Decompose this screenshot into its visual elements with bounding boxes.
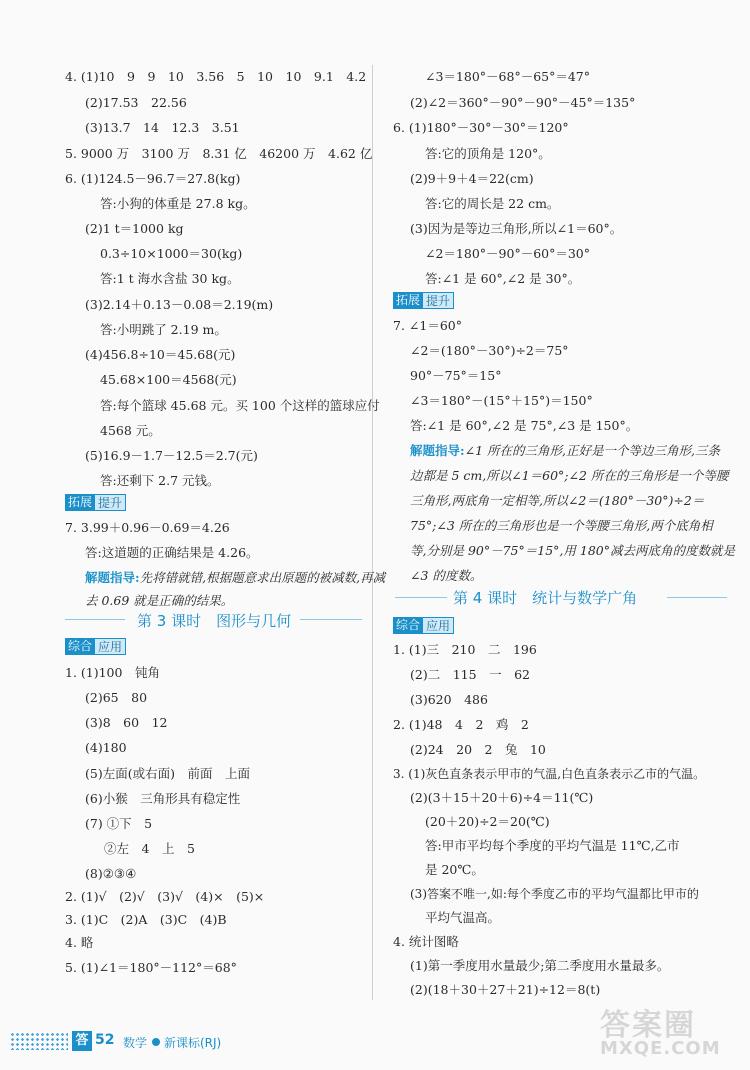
site-watermark-logo [600,1000,740,1060]
answer-line: 答:∠1 是 60°,∠2 是 75°,∠3 是 150°。 [410,418,639,433]
answer-line: (2)24 20 2 兔 10 [410,742,546,757]
title-rule [300,619,362,620]
answer-line: 1. (1)100 钝角 [65,665,160,680]
watermark-url: MXQE.COM [600,1038,721,1059]
answer-line: (3)2.14＋0.13－0.08＝2.19(m) [85,297,274,312]
answer-line: 4. 统计图略 [393,934,459,949]
answer-line: 答:小狗的体重是 27.8 kg。 [100,196,256,211]
hint-text: 边都是 5 cm,所以∠1＝60°;∠2 所在的三角形是一个等腰 [410,468,729,483]
hint-label: 解题指导: [85,570,140,585]
answer-line: 答:它的顶角是 120°。 [425,146,551,161]
answer-line: (20＋20)÷2＝20(℃) [425,814,550,829]
hint-text: 先将错就错,根据题意求出原题的被减数,再减 [139,570,386,585]
answer-line: (3)答案不唯一,如:每个季度乙市的平均气温都比甲市的 [410,887,699,901]
answer-line: 答:小明跳了 2.19 m。 [100,322,227,337]
dot-pattern-decoration [10,1032,68,1050]
answer-line: (4)456.8÷10＝45.68(元) [85,347,236,362]
answer-line: 7. ∠1＝60° [393,318,462,333]
answer-line: ∠3＝180°－68°－65°＝47° [425,69,591,84]
answer-badge: 答 [72,1031,92,1051]
page-footer [0,1030,375,1052]
answer-line: 7. 3.99＋0.96－0.69＝4.26 [65,520,230,535]
answer-line: (2)9＋9＋4＝22(cm) [410,171,534,186]
title-rule [395,597,447,598]
answer-line: 答:甲市平均每个季度的平均气温是 11℃,乙市 [425,838,680,853]
section-title: 第 4 课时 统计与数学广角 [453,589,638,607]
answer-line: ∠3＝180°－(15°＋15°)＝150° [410,393,593,408]
answer-line: 1. (1)三 210 二 196 [393,642,537,657]
answer-line: 3. (1)C (2)A (3)C (4)B [65,912,227,927]
subject-label: 数学 [123,1036,148,1050]
answer-line: (2)65 80 [85,690,148,705]
answer-line: 4. (1)10 9 9 10 3.56 5 10 10 9.1 4.2 [65,69,367,84]
answer-line: 答:这道题的正确结果是 4.26。 [85,545,259,560]
hint-text: 75°;∠3 所在的三角形也是一个等腰三角形,两个底角相 [410,518,713,533]
answer-line: 平均气温高。 [425,910,501,925]
watermark-text: 答案圈 [600,1008,696,1043]
answer-line: 90°－75°＝15° [410,368,502,383]
hint-block [85,570,385,586]
hint-text: 三角形,两底角一定相等,所以∠2＝(180°－30°)÷2＝ [410,493,705,508]
title-rule [667,597,727,598]
answer-line: (5)左面(或右面) 前面 上面 [85,766,250,781]
section-tag-comprehensive: 综合 应用 [393,617,454,634]
answer-line: (4)180 [85,740,127,755]
answer-line: 6. (1)180°－30°－30°＝120° [393,120,569,135]
answer-line: (2)17.53 22.56 [85,95,187,110]
answer-line: (6)小猴 三角形具有稳定性 [85,791,241,806]
answer-line: 答:∠1 是 60°,∠2 是 30°。 [425,271,581,286]
page-number: 52 [95,1032,115,1048]
answer-line: 5. 9000 万 3100 万 8.31 亿 46200 万 4.62 亿 [65,146,373,161]
answer-line: ∠2＝(180°－30°)÷2＝75° [410,343,569,358]
answer-line: (2)(18＋30＋27＋21)÷12＝8(t) [410,982,601,997]
hint-text: ∠3 的度数。 [410,568,483,583]
section-tag-comprehensive: 综合 应用 [65,638,126,655]
column-divider [372,65,373,1000]
edition-label: 新课标(RJ) [164,1036,222,1050]
answer-line: 45.68×100＝4568(元) [100,372,237,387]
answer-line: (3)13.7 14 12.3 3.51 [85,120,240,135]
answer-line: 0.3÷10×1000＝30(kg) [100,246,243,261]
hint-block [410,443,720,459]
answer-line: 答:每个篮球 45.68 元。买 100 个这样的篮球应付 [100,398,380,413]
answer-line: (1)第一季度用水量最少;第二季度用水量最多。 [410,958,670,973]
answer-line: (2)二 115 一 62 [410,667,530,682]
hint-text: ∠1 所在的三角形,正好是一个等边三角形,三条 [464,443,720,458]
answer-line: (2)∠2＝360°－90°－90°－45°＝135° [410,95,636,110]
answer-line: ∠2＝180°－90°－60°＝30° [425,246,591,261]
hint-label: 解题指导: [410,443,465,458]
answer-line: (7) ①下 5 [85,816,153,831]
section-tag-extension: 拓展 提升 [393,292,454,309]
answer-line: (3)620 486 [410,692,488,707]
answer-line: 3. (1)灰色直条表示甲市的气温,白色直条表示乙市的气温。 [393,767,706,781]
answer-line: 4568 元。 [100,423,161,438]
title-rule [65,619,125,620]
answer-line: (8)②③④ [85,866,137,881]
answer-line: (2)(3＋15＋20＋6)÷4＝11(℃) [410,790,594,805]
answer-line: (3)8 60 12 [85,715,168,730]
answer-line: 4. 略 [65,935,94,950]
answer-line: (5)16.9－1.7－12.5＝2.7(元) [85,448,258,463]
hint-text: 等,分别是 90°－75°＝15°,用 180°减去两底角的度数就是 [410,543,735,558]
answer-line: 答:1 t 海水含盐 30 kg。 [100,271,240,286]
answer-line: ②左 4 上 5 [104,841,195,856]
answer-line: (2)1 t＝1000 kg [85,221,184,236]
section-title: 第 3 课时 图形与几何 [137,612,292,630]
separator-dot-icon [152,1038,160,1046]
answer-line: 5. (1)∠1＝180°－112°＝68° [65,960,237,975]
answer-line: 是 20℃。 [425,862,484,877]
section-tag-extension: 拓展 提升 [65,494,126,511]
answer-line: 答:还剩下 2.7 元钱。 [100,473,220,488]
hint-text: 去 0.69 就是正确的结果。 [85,593,234,608]
answer-line: 答:它的周长是 22 cm。 [425,196,560,211]
answer-line: 2. (1)48 4 2 鸡 2 [393,717,529,732]
answer-line: (3)因为是等边三角形,所以∠1＝60°。 [410,221,623,236]
answer-line: 6. (1)124.5－96.7＝27.8(kg) [65,171,241,186]
answer-line: 2. (1)√ (2)√ (3)√ (4)× (5)× [65,889,265,904]
